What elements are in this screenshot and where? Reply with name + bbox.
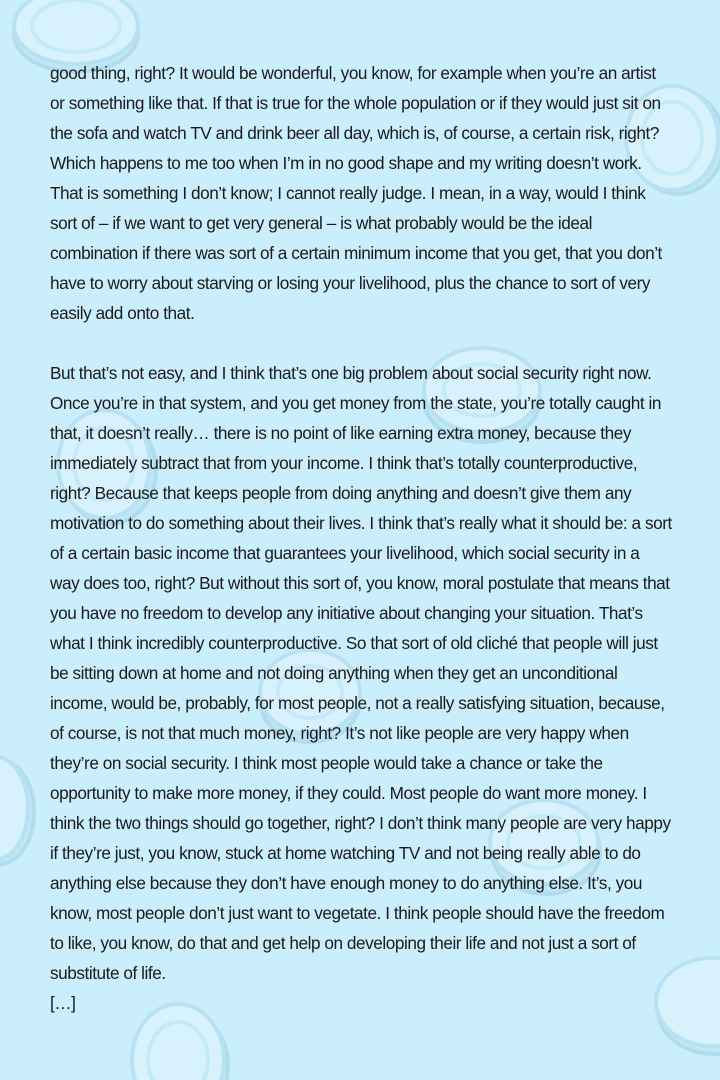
paragraph: But that’s not easy, and I think that’s one big problem about social security right now. Once you’re in that system, and you get money from the state, you’re totally caught in that, it doesn’t really… there is no point of like earning extra money, because they immediately subtract that from your income. I think that’s totally counterproductive, right? Because that keeps people from doing anything and doesn’t give them any motivation to do something about their lives. I think that’s really what it should be: a sort of a certain basic income that guarantees your livelihood, which social security in a way does too, right? But without this sort of, you know, moral postulate that means that you have no freedom to develop any initiative about changing your situation. That’s what I think incredibly counterproductive. So that sort of old cliché that people will just be sitting down at home and not doing anything when they get an unconditional income, would be, probably, for most people, not a really satisfying situation, because, of course, is not that much money, right? It’s not like people are very happy when they’re on social security. I think most people would take a chance or take the opportunity to make more money, if they could. Most people do want more money. I think the two things should go together, right? I don’t think many people are very happy if they’re just, you know, stuck at home watching TV and not being really able to do anything else because they don’t have enough money to do anything else. It’s, you know, most people don’t just want to vegetate. I think people should have the freedom to like, you know, do that and get help on developing their life and not just a sort of substitute of life.	[50, 363, 672, 983]
coin-icon	[0, 750, 40, 870]
document-body	[50, 58, 672, 1018]
paragraph: good thing, right? It would be wonderful, you know, for example when you’re an artist or something like that. If that is true for the whole population or if they would just sit on the sofa and watch TV and drink beer all day, which is, of course, a certain risk, right? Which happens to me too when I’m in no good shape and my writing doesn’t work. That is something I don’t know; I cannot really judge. I mean, in a way, would I think sort of – if we want to get very general – is what probably would be the ideal combination if there was sort of a certain minimum income that you get, that you don’t have to worry about starving or losing your livelihood, plus the chance to sort of very easily add onto that.	[50, 63, 662, 323]
omission-marker: […]	[50, 993, 76, 1013]
